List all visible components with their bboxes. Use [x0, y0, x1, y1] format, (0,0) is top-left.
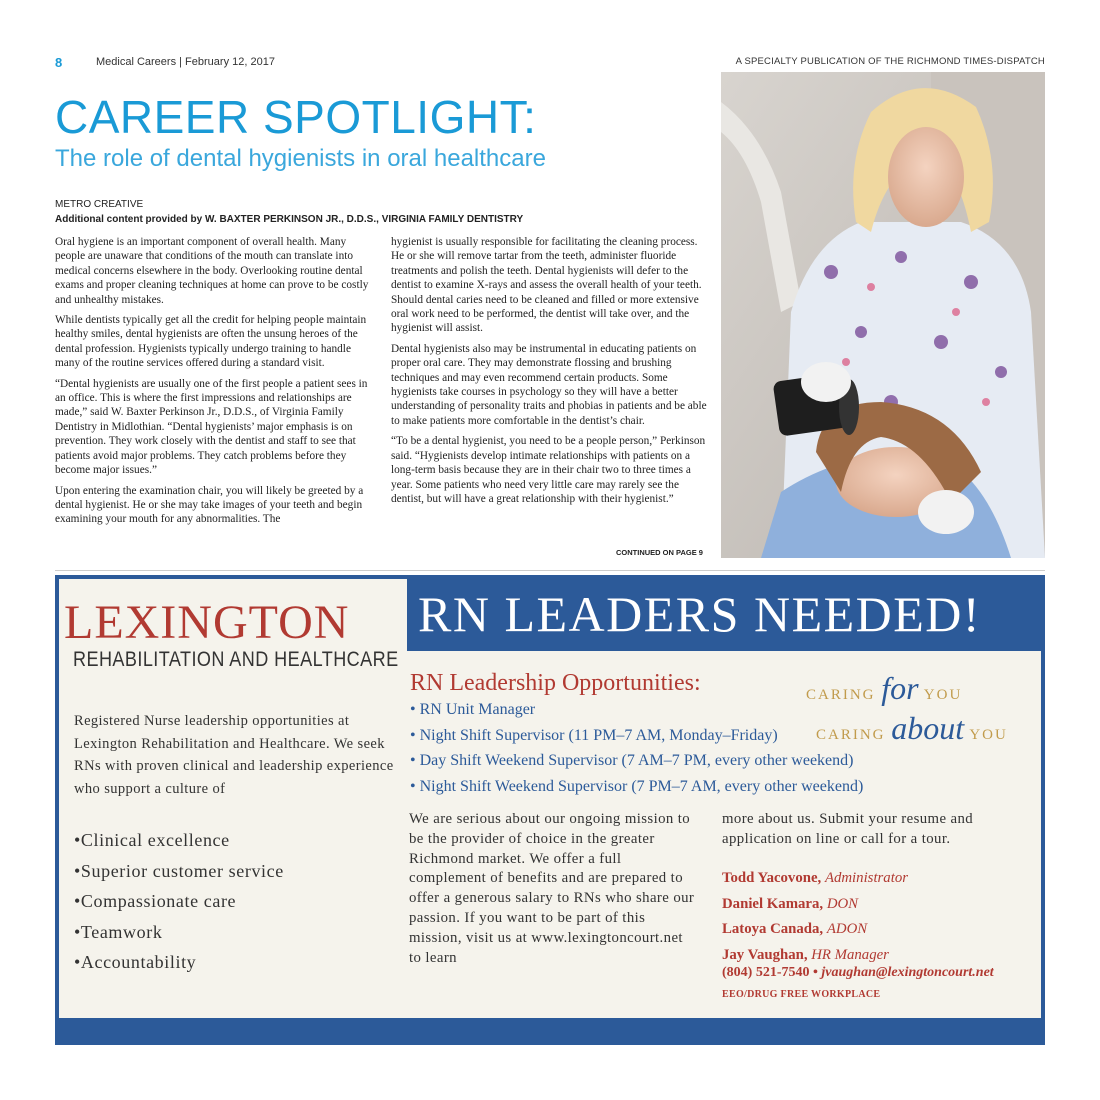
dental-hygienist-photo	[721, 72, 1045, 558]
tagline-line-2	[816, 710, 1008, 747]
phone-number[interactable]: (804) 521-7540 •	[722, 965, 818, 980]
ad-intro: Registered Nurse leadership opportunities at Lexington Rehabilitation and Healthcare. We seek RNs with proven clinical and leadership experience who support a culture of	[74, 713, 394, 797]
source-line: METRO CREATIVE	[55, 199, 144, 210]
contact-name: Jay Vaughan,	[722, 946, 808, 963]
divider	[55, 570, 1045, 571]
banner-title: RN LEADERS NEEDED!	[418, 586, 982, 642]
list-item: •Accountability	[74, 952, 197, 972]
paragraph: “Dental hygienists are usually one of the first people a patient sees in an office. This is where the first impressions and relationships are made,” said W. Baxter Perkinson Jr., D.D.S., of Virginia Family Dentistry in Midlothian. “Dental hygienists’ major emphasis is on prevention. They work closely with the dentist and staff to see that patients avoid major problems. They catch problems before they become major issues.”	[55, 377, 368, 477]
contact	[722, 866, 908, 892]
paragraph: hygienist is usually responsible for facilitating the cleaning process. He or she will remove tartar from the teeth, administer fluoride treatments and polish the teeth. Dental hygienists will defer to the dentist to examine X-rays and assess the overall health of your teeth. Should dental caries need to be cleaned and filled or more extensive oral work need to be performed, the dentist will take over, and the hygienist will assist.	[391, 236, 702, 335]
email-link[interactable]: jvaughan@lexingtoncourt.net	[821, 965, 994, 980]
eeo-note: EEO/DRUG FREE WORKPLACE	[722, 989, 881, 1000]
contact-role: Administrator	[824, 870, 908, 886]
contact-name: Todd Yacovone,	[722, 870, 822, 886]
page-number: 8	[55, 55, 63, 70]
tagline-line-1	[806, 670, 962, 707]
tagline-word: CARING	[806, 687, 882, 703]
contact-role: ADON	[826, 921, 868, 937]
list-item: • Day Shift Weekend Supervisor (7 AM–7 PM, every other weekend)	[410, 752, 854, 769]
list-item: • RN Unit Manager	[410, 701, 536, 718]
paragraph: “To be a dental hygienist, you need to be a people person,” Perkinson said. “Hygienists develop intimate relationships with patients on a long-term basis because they are in their chair two to three times a year. Some patients who need very little care may rarely see the dentist, but will have a great relationship with their hygienist.”	[391, 435, 706, 505]
folio: Medical Careers | February 12, 2017	[96, 56, 275, 68]
contact-role: HR Manager	[811, 946, 889, 963]
contacts-list	[722, 866, 908, 968]
list-item: •Teamwork	[74, 921, 163, 942]
lexington-subtitle: REHABILITATION AND HEALTHCARE	[73, 648, 399, 671]
list-item: •Clinical excellence	[74, 830, 230, 850]
tagline-word: CARING	[816, 727, 892, 743]
list-item: •Superior customer service	[74, 860, 284, 881]
paragraph: Dental hygienists also may be instrumental in educating patients on proper oral care. They may demonstrate flossing and brushing techniques and may even recommend certain products. Some hygienists take courses in psychology so they will have a better understanding of personality traits and phobias in patients and be able to make patients more comfortable in the dentist’s chair.	[391, 342, 707, 427]
values-list	[74, 825, 284, 978]
ad-body-left: We are serious about our ongoing mission to be the provider of choice in the greater Richmond market. We offer a full complement of benefits and are prepared to offer a generous salary to RNs who share our passion. If you want to be part of this mission, visit us at www.lexingtoncourt.net to learn	[409, 811, 695, 966]
list-item: • Night Shift Supervisor (11 PM–7 AM, Monday–Friday)	[410, 726, 778, 744]
headline: CAREER SPOTLIGHT:	[55, 91, 537, 143]
paragraph: Oral hygiene is an important component of overall health. Many people are unaware that conditions of the mouth can translate into medical concerns elsewhere in the body. Overlooking routine dental exams and proper cleaning techniques at home can prove to be costly and unhealthy mistakes.	[55, 236, 369, 306]
opportunities-title: RN Leadership Opportunities:	[410, 670, 701, 696]
tagline-word: for	[881, 670, 919, 706]
article-column-1	[55, 235, 373, 533]
ad-body-right: more about us. Submit your resume and application on line or call for a tour.	[722, 811, 974, 847]
publication-line: A SPECIALTY PUBLICATION OF THE RICHMOND TIMES-DISPATCH	[735, 56, 1045, 67]
tagline-word: YOU	[964, 727, 1008, 743]
contact-name: Daniel Kamara,	[722, 895, 824, 912]
opportunities-list	[410, 697, 863, 799]
contact-name: Latoya Canada,	[722, 921, 824, 937]
lexington-name: LEXINGTON	[64, 596, 350, 649]
paragraph: While dentists typically get all the credit for helping people maintain healthy smiles, dental hygienists are often the unsung heroes of the dental profession. Hygienists typically undergo training to handle many of the routine services offered during a standard visit.	[55, 314, 367, 370]
credit-line: Additional content provided by W. BAXTER PERKINSON JR., D.D.S., VIRGINIA FAMILY DENTISTRY	[55, 214, 524, 225]
continued-note: CONTINUED ON PAGE 9	[616, 548, 703, 557]
tagline-word: YOU	[918, 687, 963, 703]
contact-details	[722, 965, 994, 981]
list-item: •Compassionate care	[74, 891, 237, 911]
contact	[722, 917, 908, 943]
tagline-word: about	[891, 710, 965, 746]
list-item: • Night Shift Weekend Supervisor (7 PM–7 AM, every other weekend)	[410, 777, 864, 795]
article-column-2	[391, 235, 711, 512]
contact	[722, 892, 908, 918]
subhead: The role of dental hygienists in oral healthcare	[55, 145, 546, 172]
paragraph: Upon entering the examination chair, you will likely be greeted by a dental hygienist. He or she may take images of your teeth and begin examining your mouth for any abnormalities. The	[55, 484, 364, 526]
contact-role: DON	[826, 895, 859, 912]
